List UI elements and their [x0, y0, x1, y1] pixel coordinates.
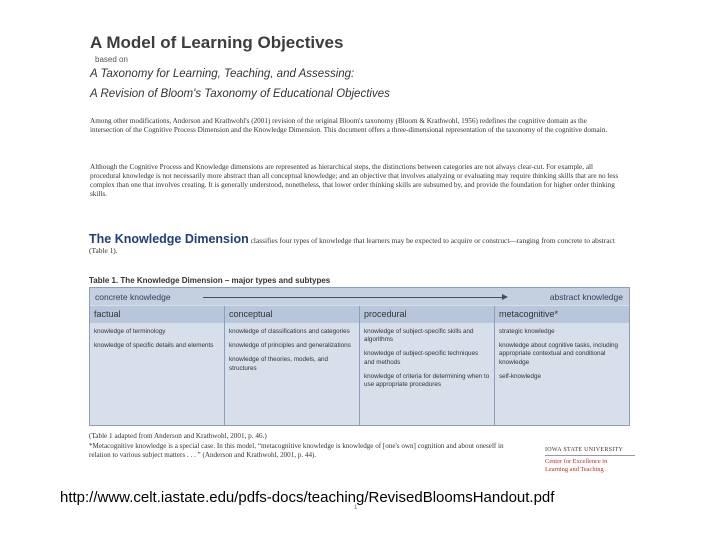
column-metacognitive: [495, 306, 629, 425]
table-source-note: (Table 1 adapted from Anderson and Krathwohl, 2001, p. 46.): [89, 432, 267, 440]
column-header: metacognitive*: [495, 306, 629, 323]
logo-divider: [545, 455, 635, 456]
metacognitive-footnote: *Metacognitive knowledge is a special case. In this model, “metacognitive knowledge is knowledge of [one's own] cognition and about oneself in relation to various subject matters . . . ” (Anderson and Krathwohl, 2001, p. 44).: [89, 442, 504, 459]
table-cell: knowledge of classifications and categories: [229, 328, 350, 335]
table-cell: knowledge about cognitive tasks, including appropriate contextual and conditional knowledge: [499, 342, 619, 366]
page-number: 1: [354, 505, 358, 511]
knowledge-dimension-heading: The Knowledge Dimension: [89, 232, 249, 246]
table-cell: knowledge of subject-specific skills and algorithms: [364, 328, 474, 344]
university-logo: [545, 447, 635, 473]
center-name-line-2: Learning and Teaching: [545, 465, 604, 473]
table-cell: knowledge of criteria for determining when to use appropriate procedures: [364, 372, 490, 389]
knowledge-dimension-text: classifies four types of knowledge that learners may be expected to acquire or construct—ranging from concrete to abstract (Table 1).: [89, 236, 615, 255]
table-caption: Table 1. The Knowledge Dimension – major types and subtypes: [89, 276, 331, 285]
axis-right-label: abstract knowledge: [549, 292, 623, 302]
university-name: IOWA STATE UNIVERSITY: [545, 447, 624, 453]
arrow-right-icon: [502, 294, 508, 300]
book-title-line-2: A Revision of Bloom's Taxonomy of Educational Objectives: [90, 88, 390, 100]
center-name-line-1: Center for Excellence in: [545, 458, 608, 465]
axis-left-label: concrete knowledge: [95, 292, 171, 302]
based-on-label: based on: [95, 55, 128, 64]
column-header: conceptual: [225, 306, 359, 323]
concrete-abstract-axis: [90, 288, 629, 305]
column-header: procedural: [360, 306, 494, 323]
hierarchy-paragraph: Although the Cognitive Process and Knowledge dimensions are represented as hierarchical steps, the distinctions between categories are not always clear-cut. For example, all procedural knowledge is not necessarily more abstract than all conceptual knowledge; and an objective that involves analyzing or evaluating may require thinking skills that are no less complex than one that involves creating. It is generally understood, nonetheless, that lower order thinking skills are subsumed by, and provide the foundation for higher order thinking skills.: [90, 163, 619, 198]
source-url-link[interactable]: http://www.celt.iastate.edu/pdfs-docs/teaching/RevisedBloomsHandout.pdf: [60, 489, 555, 506]
column-header: factual: [90, 306, 224, 323]
table-cell: strategic knowledge: [499, 328, 555, 335]
document-title: A Model of Learning Objectives: [90, 33, 344, 52]
table-cell: self-knowledge: [499, 372, 542, 380]
axis-arrow-line: [203, 297, 505, 298]
column-procedural: [360, 306, 494, 425]
knowledge-dimension-intro: [89, 234, 624, 256]
table-cell: knowledge of subject-specific techniques and methods: [364, 350, 479, 366]
table-cell: knowledge of theories, models, and structures: [229, 356, 329, 372]
knowledge-dimension-table: [89, 287, 630, 426]
column-factual: [90, 306, 224, 425]
book-title-line-1: A Taxonomy for Learning, Teaching, and Assessing:: [90, 68, 355, 80]
intro-paragraph: Among other modifications, Anderson and Krathwohl's (2001) revision of the original Bloom's taxonomy (Bloom & Krathwohl, 1956) redefines the cognitive domain as the intersection of the Cognitive Process Dimension and the Knowledge Dimension. This document offers a three-dimensional representation of the taxonomy of the cognitive domain.: [90, 117, 608, 134]
table-cell: knowledge of terminology: [94, 328, 166, 335]
table-cell: knowledge of principles and generalizations: [229, 342, 351, 350]
column-conceptual: [225, 306, 359, 425]
table-cell: knowledge of specific details and elements: [94, 342, 214, 350]
